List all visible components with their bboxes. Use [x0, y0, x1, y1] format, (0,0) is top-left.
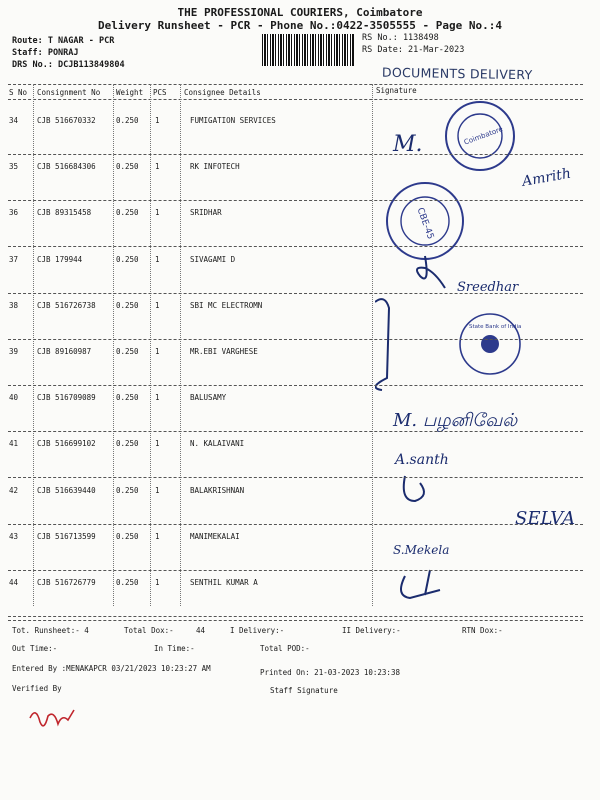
- row-pcs: 1: [155, 578, 160, 587]
- metro-stamp-icon: [387, 183, 463, 259]
- total-dox-label: Total Dox:-: [124, 626, 174, 635]
- route-label: Route: T NAGAR - PCR: [12, 36, 115, 46]
- row-consignment: CJB 89315458: [37, 208, 92, 218]
- signature-mekela: S.Mekela: [393, 543, 450, 557]
- row-pcs: 1: [155, 531, 160, 541]
- row-sno: 35: [9, 162, 19, 172]
- rtn-dox: RTN Dox:-: [462, 626, 503, 635]
- row-sno: 37: [9, 254, 19, 264]
- verified-by: Verified By: [12, 684, 62, 693]
- stamp2-text: CBE-45: [414, 206, 436, 241]
- row-separator: [8, 246, 583, 247]
- in-time: In Time:-: [154, 644, 195, 653]
- row-sno: 43: [9, 531, 19, 541]
- row-weight: 0.250: [116, 578, 139, 587]
- row-weight: 0.250: [116, 531, 139, 541]
- row-weight: 0.250: [116, 116, 139, 125]
- drs-number: DRS No.: DCJB113849804: [12, 60, 125, 70]
- col-consignment: Consignment No: [37, 88, 101, 97]
- row-sno: 42: [9, 485, 19, 495]
- row-consignment: CJB 516670332: [37, 116, 96, 125]
- row-consignee: FUMIGATION SERVICES: [190, 116, 276, 125]
- row-consignment: CJB 516699102: [37, 439, 96, 449]
- row-consignment: CJB 179944: [37, 254, 83, 264]
- company-stamp-icon: [446, 102, 514, 170]
- row-consignment: CJB 516726779: [37, 578, 96, 587]
- company-title: THE PROFESSIONAL COURIERS, Coimbatore: [177, 6, 423, 19]
- row-separator: [8, 477, 583, 478]
- signature-selva: SELVA: [515, 508, 576, 529]
- row-consignment: CJB 516726738: [37, 300, 96, 310]
- row-consignee: BALAKRISHNAN: [190, 485, 245, 495]
- row-consignee: SBI MC ELECTROMN: [190, 300, 263, 310]
- row-consignee: MANIMEKALAI: [190, 531, 240, 541]
- verifier-signature-icon: [26, 698, 86, 732]
- row-weight: 0.250: [116, 208, 139, 218]
- stamp3-text: State Bank of India: [469, 324, 522, 330]
- row-consignment: CJB 516713599: [37, 531, 96, 541]
- entered-by: Entered By :MENAKAPCR 03/21/2023 10:23:27 AM: [12, 664, 211, 673]
- row-pcs: 1: [155, 254, 160, 264]
- row-separator: [8, 293, 583, 294]
- row-separator: [8, 339, 583, 340]
- row-pcs: 1: [155, 116, 160, 125]
- runsheet-subtitle: Delivery Runsheet - PCR - Phone No.:0422-3505555 - Page No.:4: [98, 19, 502, 32]
- row-sno: 34: [9, 116, 19, 125]
- staff-signature: Staff Signature: [270, 686, 338, 695]
- barcode: [262, 34, 354, 66]
- header-top-rule: [8, 84, 583, 85]
- row-pcs: 1: [155, 162, 160, 172]
- row-consignee: SIVAGAMI D: [190, 254, 236, 264]
- signature-santh: A.santh: [395, 452, 449, 468]
- row-consignee: MR.EBI VARGHESE: [190, 347, 258, 356]
- row-consignee: RK INFOTECH: [190, 162, 240, 172]
- signature-sreedhar: Sreedhar: [457, 280, 519, 295]
- row-weight: 0.250: [116, 254, 139, 264]
- rs-date: RS Date: 21-Mar-2023: [362, 45, 465, 55]
- out-time: Out Time:-: [12, 644, 58, 653]
- row-separator: [8, 431, 583, 432]
- ii-delivery: II Delivery:-: [342, 626, 401, 635]
- row-weight: 0.250: [116, 485, 139, 495]
- col-weight: Weight: [116, 88, 144, 97]
- row-pcs: 1: [155, 439, 160, 449]
- row-sno: 36: [9, 208, 19, 218]
- row-weight: 0.250: [116, 347, 139, 356]
- row-sno: 41: [9, 439, 19, 449]
- row-weight: 0.250: [116, 162, 139, 172]
- row-separator: [8, 570, 583, 571]
- total-pod: Total POD:-: [260, 644, 310, 653]
- row-weight: 0.250: [116, 439, 139, 449]
- row-sno: 38: [9, 300, 19, 310]
- rs-number: RS No.: 1138498: [362, 33, 439, 43]
- signature-amrith: Amrith: [520, 165, 573, 190]
- row-separator: [8, 200, 583, 201]
- printed-on: Printed On: 21-03-2023 10:23:38: [260, 668, 400, 677]
- row-consignment: CJB 516709089: [37, 393, 96, 403]
- row-consignee: SENTHIL KUMAR A: [190, 578, 258, 587]
- col-signature: Signature: [376, 86, 417, 95]
- row-pcs: 1: [155, 300, 160, 310]
- footer-rule: [8, 620, 583, 621]
- row-sno: 40: [9, 393, 19, 403]
- total-dox-value: 44: [196, 626, 206, 635]
- row-sno: 39: [9, 347, 19, 356]
- row-consignee: SRIDHAR: [190, 208, 222, 218]
- col-pcs: PCS: [153, 88, 167, 97]
- row-separator: [8, 616, 583, 617]
- row-pcs: 1: [155, 208, 160, 218]
- i-delivery: I Delivery:-: [230, 626, 285, 635]
- row-consignment: CJB 89160987: [37, 347, 92, 356]
- signature-tamil-1: M. பழனிவேல்: [393, 410, 518, 431]
- row-weight: 0.250: [116, 300, 139, 310]
- row-separator: [8, 524, 583, 525]
- col-consignee: Consignee Details: [184, 88, 261, 97]
- row-weight: 0.250: [116, 393, 139, 403]
- signature-area: [375, 96, 590, 616]
- row-consignment: CJB 516639440: [37, 485, 96, 495]
- row-pcs: 1: [155, 485, 160, 495]
- tot-runsheet: Tot. Runsheet:- 4: [12, 626, 89, 635]
- row-separator: [8, 385, 583, 386]
- row-pcs: 1: [155, 393, 160, 403]
- row-separator: [8, 154, 583, 155]
- row-consignee: BALUSAMY: [190, 393, 227, 403]
- documents-delivery-stamp: DOCUMENTS DELIVERY: [381, 64, 533, 83]
- col-sno: S No: [9, 88, 28, 97]
- sbi-stamp-icon: [460, 314, 521, 374]
- row-pcs: 1: [155, 347, 160, 356]
- row-consignment: CJB 516684306: [37, 162, 96, 172]
- row-consignee: N. KALAIVANI: [190, 439, 245, 449]
- staff-label: Staff: PONRAJ: [12, 48, 79, 58]
- signature-m: M.: [393, 132, 423, 157]
- stamp1-text: Coimbatore: [462, 125, 505, 147]
- row-sno: 44: [9, 578, 19, 587]
